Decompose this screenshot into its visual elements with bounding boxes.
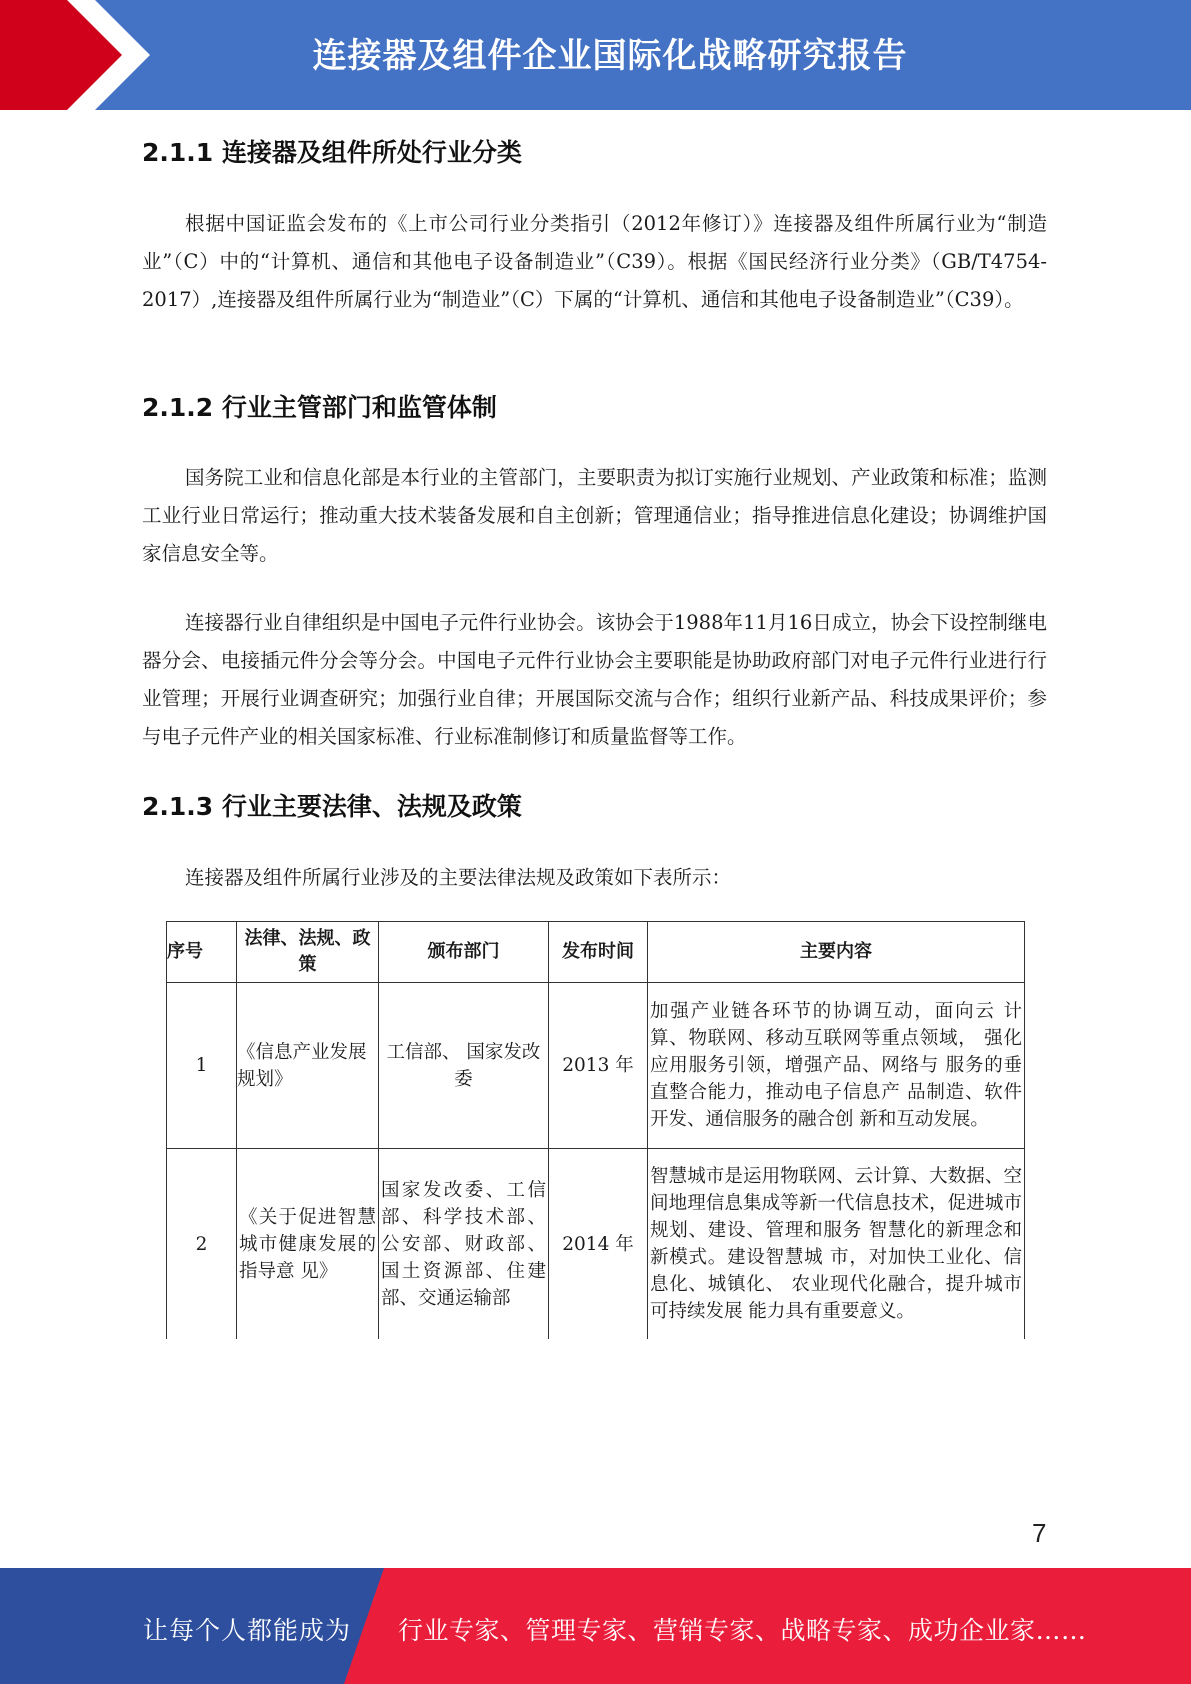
header-cell-law: 法律、法规、政策: [237, 922, 379, 983]
table-row: [167, 983, 1025, 1149]
header-cell-content: 主要内容: [648, 922, 1025, 983]
section-2-1-3-intro: 连接器及组件所属行业涉及的主要法律法规及政策如下表所示：: [185, 866, 732, 889]
section-heading-2-1-1: 2.1.1 连接器及组件所处行业分类: [142, 138, 522, 167]
table-row: [167, 1149, 1025, 1340]
cell-content: 智慧城市是运用物联网、云计算、大数据、空间地理信息集成等新一代信息技术，促进城市规划、建设、管理和服务 智慧化的新理念和新模式。建设智慧城 市，对加快工业化、信息化、城镇化、 农业现代化融合，提升城市可持续发展 能力具有重要意义。: [648, 1149, 1025, 1340]
laws-policies-table: [166, 921, 1025, 1339]
cell-dept: 国家发改委、工信部、科学技术部、公安部、财政部、国土资源部、住建部、交通运输部: [379, 1149, 549, 1340]
cell-no: 1: [167, 983, 237, 1149]
section-heading-2-1-2: 2.1.2 行业主管部门和监管体制: [142, 393, 497, 422]
table-header-row: [167, 922, 1025, 983]
cell-no: 2: [167, 1149, 237, 1340]
header-cell-dept: 颁布部门: [379, 922, 549, 983]
report-title: 连接器及组件企业国际化战略研究报告: [312, 36, 908, 76]
page-number: 7: [1032, 1518, 1047, 1548]
cell-content: 加强产业链各环节的协调互动，面向云 计算、物联网、移动互联网等重点领域， 强化应用服务引领，增强产品、网络与 服务的垂直整合能力，推动电子信息产 品制造、软件开发、通信服务的融合创 新和互动发展。: [648, 983, 1025, 1149]
section-heading-2-1-3: 2.1.3 行业主要法律、法规及政策: [142, 792, 522, 821]
header-banner: [0, 0, 1191, 110]
section-2-1-1-paragraph: 根据中国证监会发布的《上市公司行业分类指引（2012年修订）》连接器及组件所属行业为“制造业”（C）中的“计算机、通信和其他电子设备制造业”（C39）。根据《国民经济行业分类》（GB/T4754-2017）,连接器及组件所属行业为“制造业”（C）下属的“计算机、通信和其他电子设备制造业”（C39）。: [142, 212, 1047, 311]
header-cell-date: 发布时间: [549, 922, 648, 983]
footer-slogan-left: 让每个人都能成为: [143, 1616, 352, 1645]
cell-date: 2013 年: [549, 983, 648, 1149]
cell-dept: 工信部、 国家发改委: [379, 983, 549, 1149]
cell-law: 《信息产业发展规划》: [237, 983, 379, 1149]
section-2-1-2-paragraph-2: 连接器行业自律组织是中国电子元件行业协会。该协会于1988年11月16日成立，协会下设控制继电器分会、电接插元件分会等分会。中国电子元件行业协会主要职能是协助政府部门对电子元件行业进行行业管理；开展行业调查研究；加强行业自律；开展国际交流与合作；组织行业新产品、科技成果评价；参与电子元件产业的相关国家标准、行业标准制修订和质量监督等工作。: [142, 611, 1047, 748]
section-2-1-2-paragraph-1: 国务院工业和信息化部是本行业的主管部门，主要职责为拟订实施行业规划、产业政策和标准；监测工业行业日常运行；推动重大技术装备发展和自主创新；管理通信业；指导推进信息化建设；协调维护国家信息安全等。: [142, 466, 1047, 565]
header-chevron-decoration: [0, 0, 160, 110]
cell-law: 《关于促进智慧城市健康发展的指导意 见》: [237, 1149, 379, 1340]
header-cell-no: 序号: [167, 922, 237, 983]
footer-slogan-right: 行业专家、管理专家、营销专家、战略专家、成功企业家……: [398, 1616, 1087, 1645]
cell-date: 2014 年: [549, 1149, 648, 1340]
